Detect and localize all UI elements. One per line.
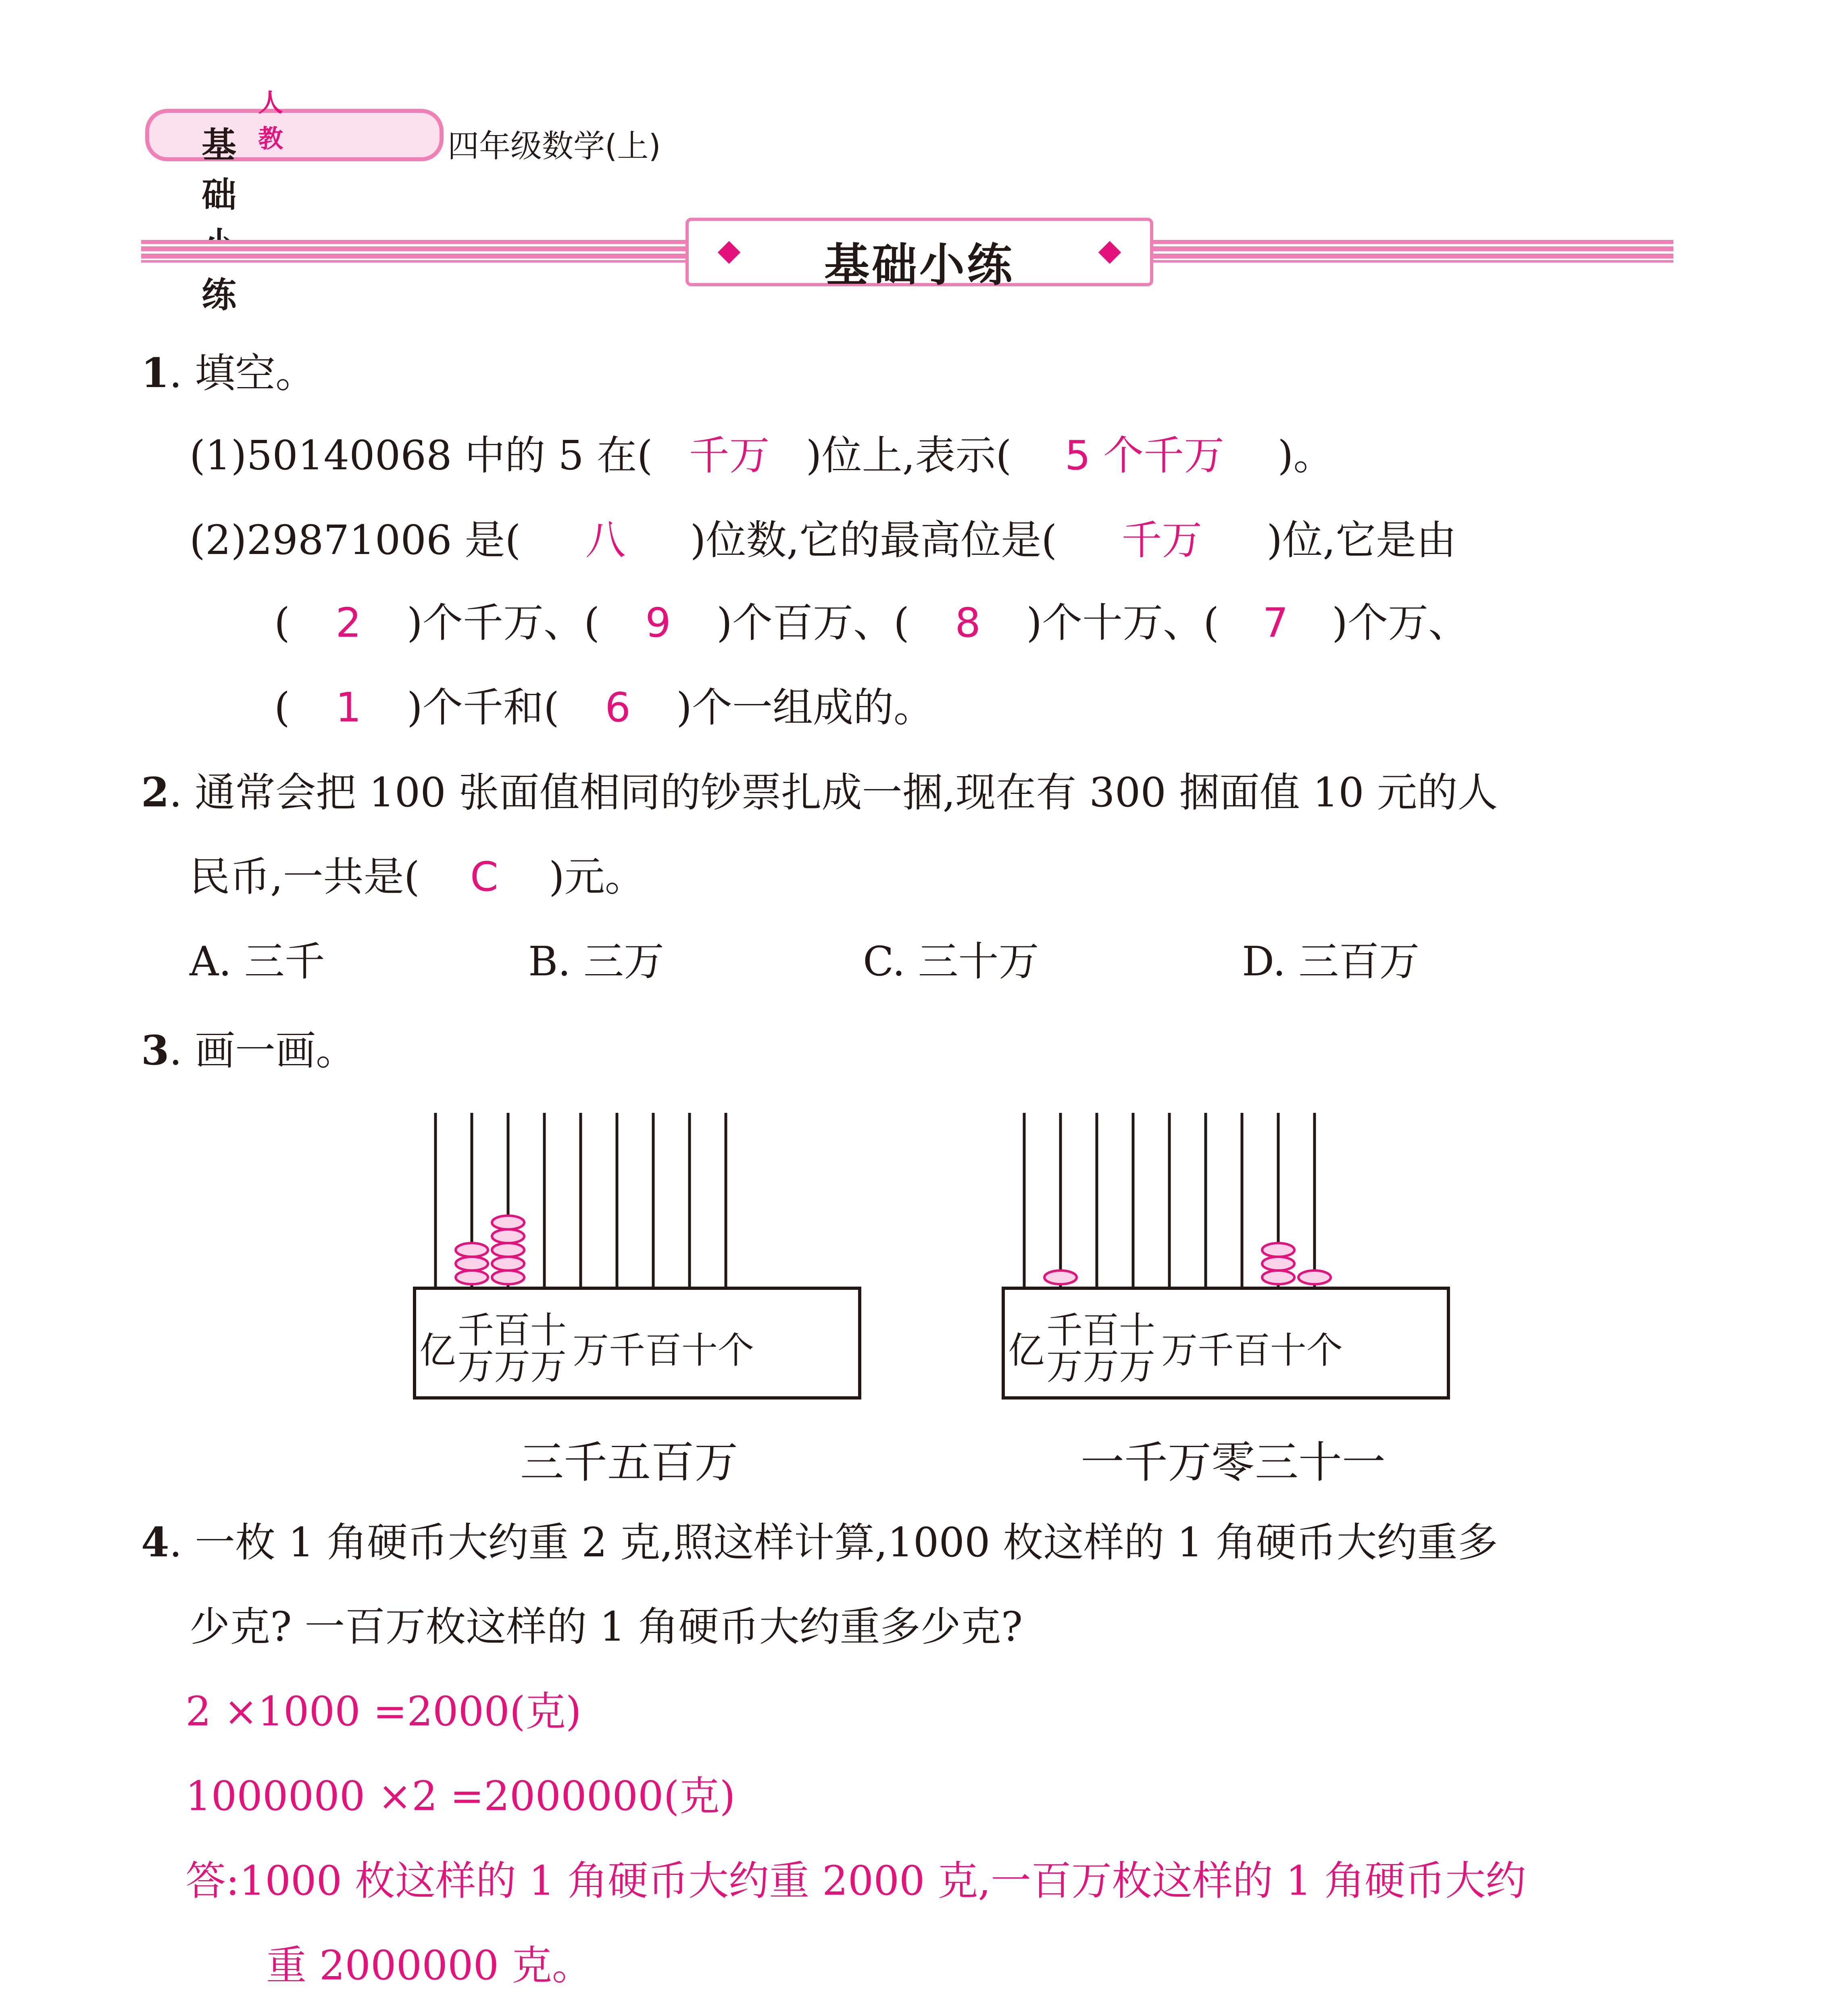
place-label: 百 [1083, 1309, 1119, 1352]
place-label: 亿 [419, 1329, 456, 1372]
abacus-bead [456, 1243, 488, 1257]
abacus-bead [492, 1270, 524, 1284]
place-label: 百 [494, 1309, 530, 1352]
answer-blank: 千万 [1121, 516, 1202, 564]
answer-blank: 6 [605, 684, 631, 731]
answer-blank: 5 个千万 [1065, 432, 1225, 479]
place-label: 个 [1306, 1329, 1343, 1372]
answer-blank: C [470, 853, 498, 900]
abacus-bead [492, 1257, 524, 1270]
q4-calc2: 1000000 ×2 =2000000(克) [185, 1772, 735, 1820]
header-subject: 四年级数学(上) [448, 128, 661, 165]
abacus-bead [1262, 1243, 1294, 1257]
place-label: 万 [458, 1345, 494, 1388]
q2-number: 2 [141, 768, 169, 816]
q1-part3: ( 2 )个千万、( 9 )个百万、( 8 )个十万、( 7 )个万、 [274, 597, 1469, 649]
abacus-bead [456, 1270, 488, 1284]
abacus-2-caption: 一千万零三十一 [1081, 1437, 1386, 1488]
q2-option-a: A. 三千 [190, 938, 325, 985]
answer-blank: 9 [645, 599, 671, 646]
place-label: 万 [1161, 1329, 1198, 1372]
title-band-left [141, 240, 690, 262]
section-title: 基础小练 [824, 239, 1015, 292]
answer-blank: 千万 [689, 432, 770, 479]
q4-number: 4 [141, 1518, 169, 1566]
place-label: 万 [530, 1345, 567, 1388]
abacus-bead [1298, 1270, 1331, 1284]
place-label: 万 [573, 1329, 609, 1372]
answer-blank: 1 [335, 684, 361, 731]
q1-part2: (2)29871006 是( 八 )位数,它的最高位是( 千万 )位,它是由 [190, 514, 1456, 566]
abacus-bead [492, 1229, 524, 1243]
place-label: 十 [1119, 1309, 1155, 1352]
place-label: 百 [645, 1329, 681, 1372]
abacus-bead [492, 1216, 524, 1229]
place-label: 十 [681, 1329, 718, 1372]
abacus-bead [1262, 1270, 1294, 1284]
answer-blank: 7 [1263, 599, 1288, 646]
answer-blank: 2 [335, 599, 361, 646]
abacus-bead [492, 1243, 524, 1257]
q2-line2: 民币,一共是( C )元。 [190, 851, 645, 903]
q3-stem: 3. 画一画。 [141, 1027, 356, 1074]
q4-answer1: 答:1000 枚这样的 1 角硬币大约重 2000 克,一百万枚这样的 1 角硬币大约 [185, 1857, 1526, 1904]
abacus-1-caption: 三千五百万 [520, 1437, 738, 1488]
q2-option-d: D. 三百万 [1242, 938, 1420, 985]
place-label: 亿 [1008, 1329, 1044, 1372]
logo-main-text: 基础 练 [202, 125, 236, 315]
answer-blank: 八 [585, 516, 626, 564]
place-label: 千 [1046, 1309, 1083, 1352]
abacus-bead [456, 1257, 488, 1270]
title-band-right [1153, 240, 1673, 262]
q2-option-b: B. 三万 [528, 938, 665, 985]
q4-line2: 少克? 一百万枚这样的 1 角硬币大约重多少克? [190, 1603, 1023, 1650]
abacus-2 [1000, 1105, 1460, 1403]
place-label: 十 [1270, 1329, 1306, 1372]
place-label: 万 [494, 1345, 530, 1388]
abacus-bead [1044, 1270, 1077, 1284]
q2-option-c: C. 三十万 [863, 938, 1039, 985]
q4-line1: 4. 一枚 1 角硬币大约重 2 克,照这样计算,1000 枚这样的 1 角硬币大约重多 [141, 1518, 1498, 1566]
place-label: 百 [1234, 1329, 1270, 1372]
abacus-1 [411, 1105, 871, 1403]
logo-oval [145, 109, 444, 161]
place-label: 万 [1083, 1345, 1119, 1388]
place-label: 千 [458, 1309, 494, 1352]
place-label: 万 [1119, 1345, 1155, 1388]
abacus-bead [1262, 1257, 1294, 1270]
q4-calc1: 2 ×1000 =2000(克) [185, 1688, 581, 1735]
place-label: 千 [1198, 1329, 1234, 1372]
logo-small-text: 人 教 [258, 88, 283, 153]
q1-part1: (1)50140068 中的 5 在( 千万 )位上,表示( 5 个千万 )。 [190, 429, 1333, 482]
q2-line1: 2. 通常会把 100 张面值相同的钞票扎成一捆,现在有 300 捆面值 10 元的人 [141, 768, 1498, 816]
q4-answer2: 重 2000000 克。 [266, 1942, 592, 1989]
place-label: 个 [718, 1329, 754, 1372]
place-label: 十 [530, 1309, 567, 1352]
place-label: 千 [609, 1329, 645, 1372]
q3-number: 3 [141, 1027, 169, 1074]
section-title-box [685, 218, 1153, 292]
q1-number: 1 [141, 349, 169, 397]
q1-part4: ( 1 )个千和( 6 )个一组成的。 [274, 681, 934, 734]
answer-blank: 8 [955, 599, 981, 646]
place-label: 万 [1046, 1345, 1083, 1388]
q1-stem: 1. 填空。 [141, 349, 316, 397]
